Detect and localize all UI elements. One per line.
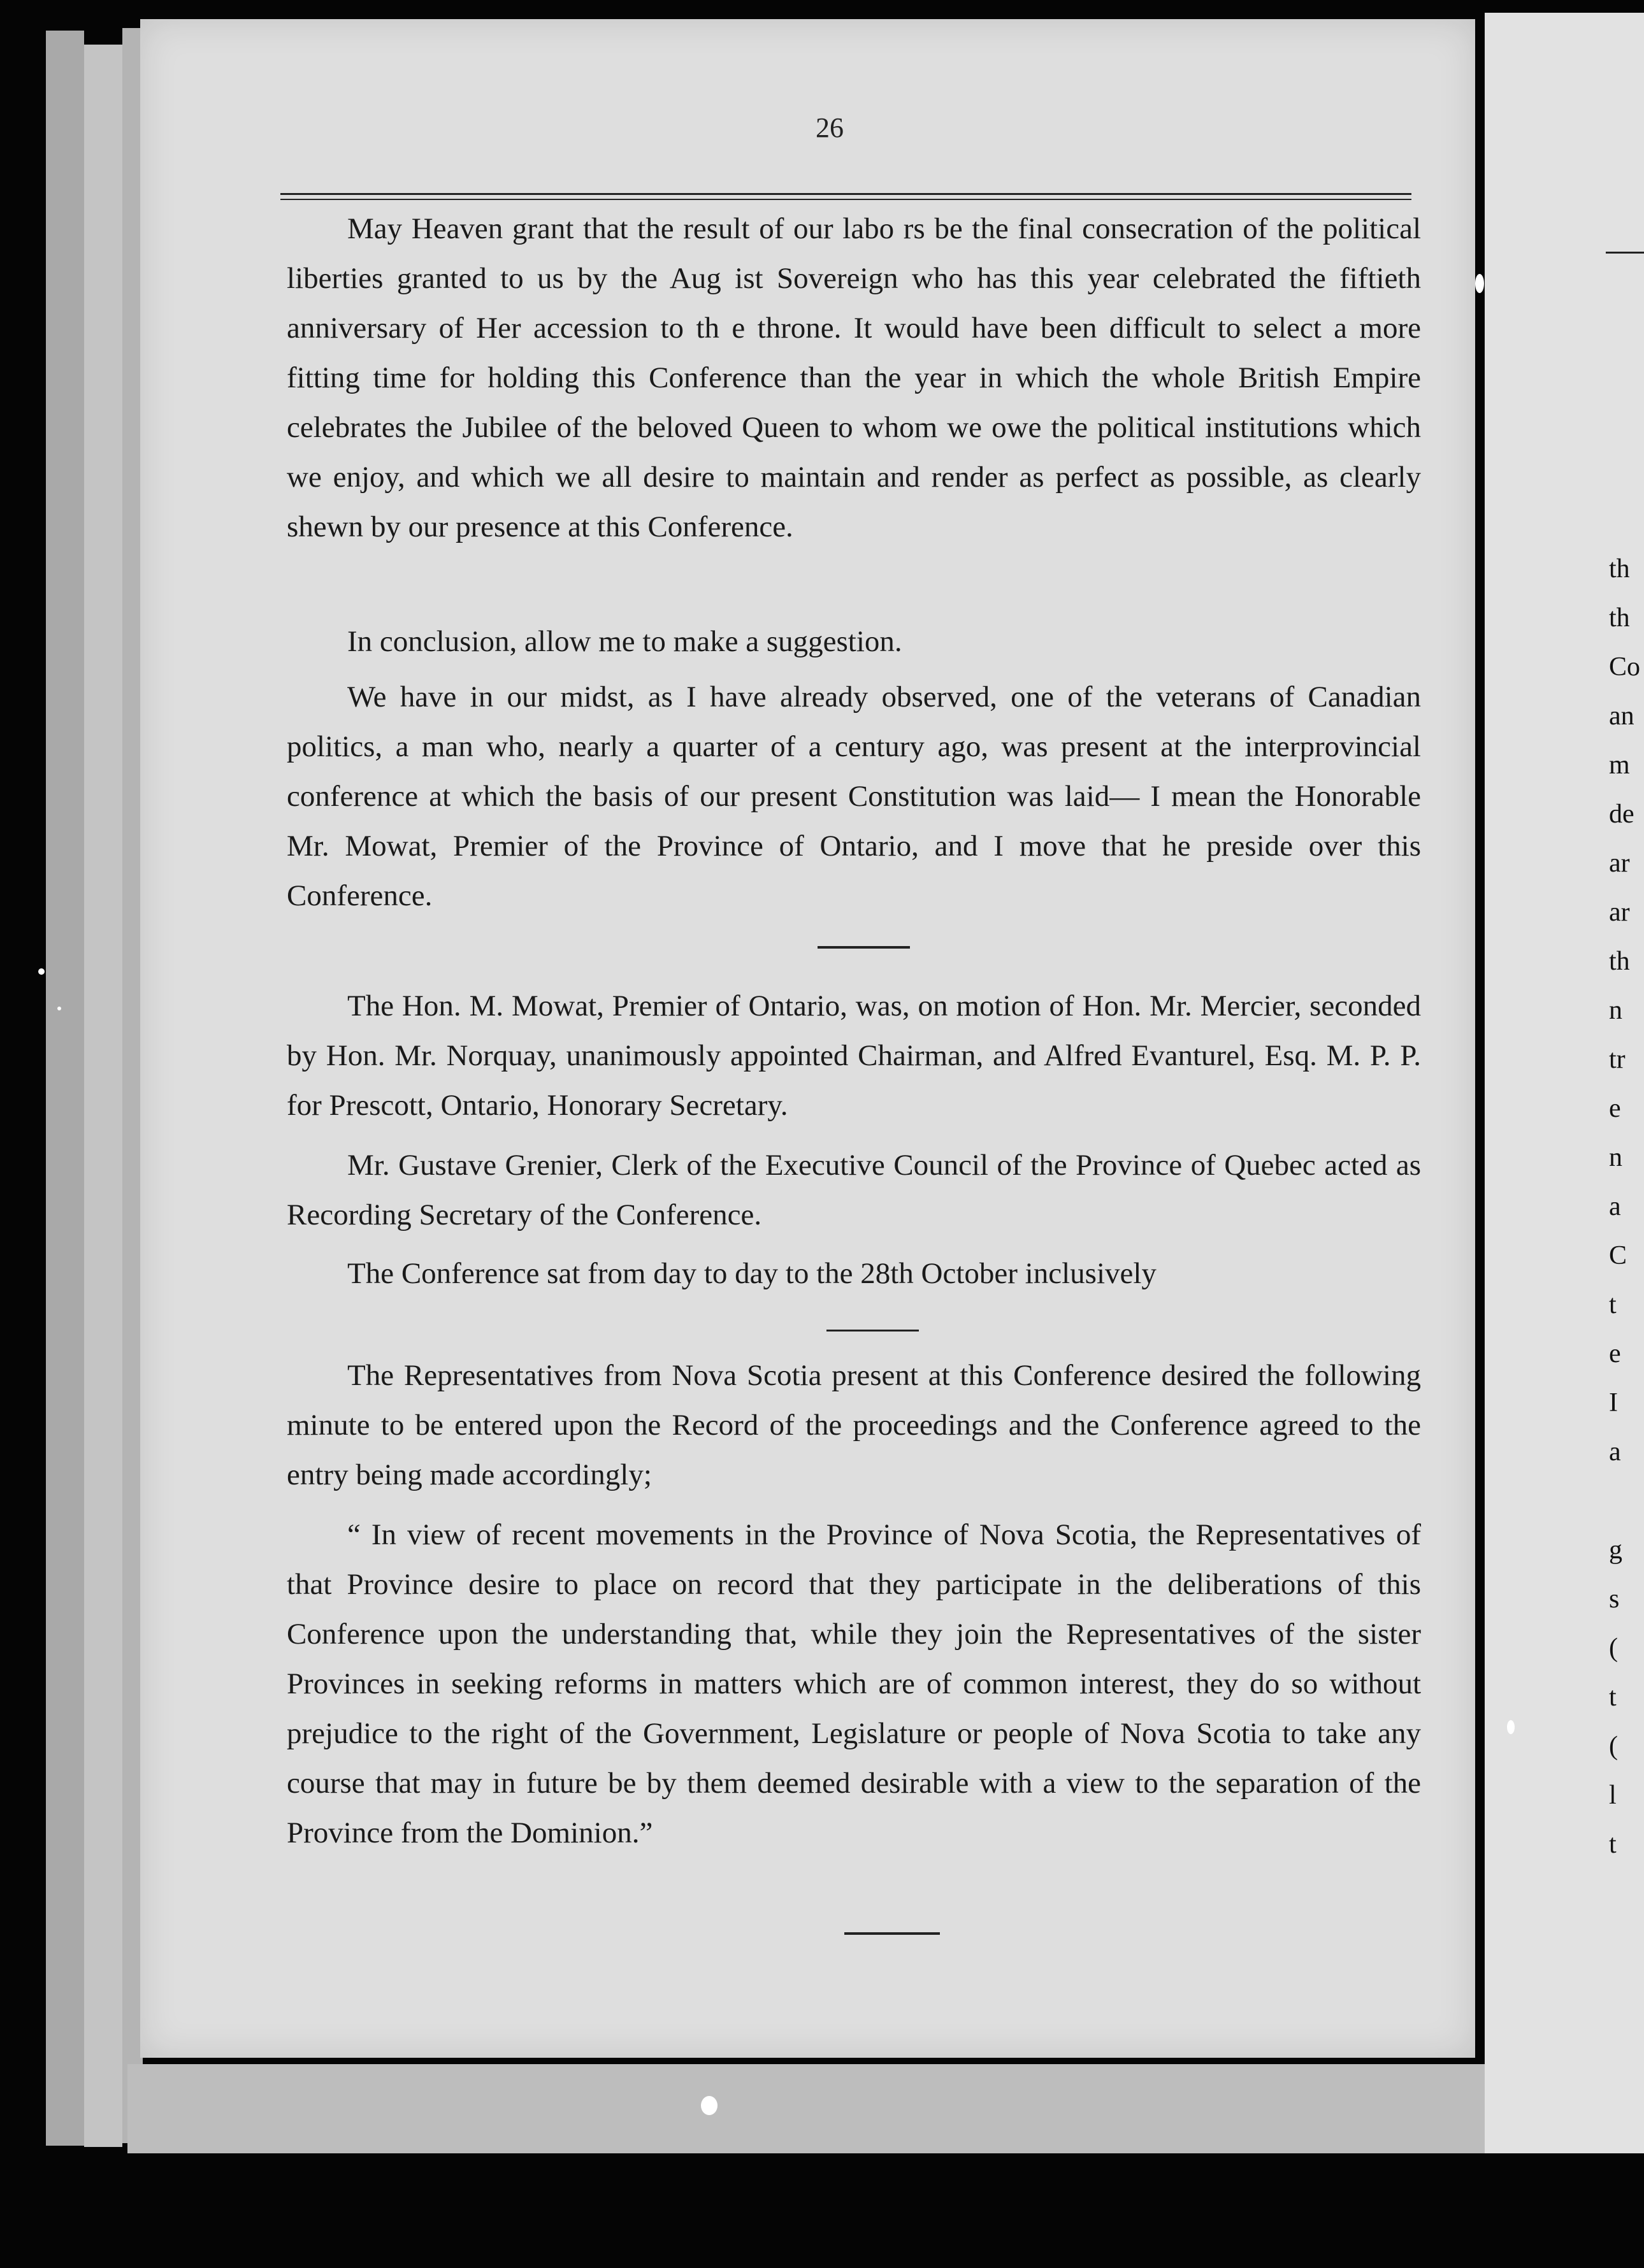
- facing-page-fragment: t: [1609, 1290, 1617, 1319]
- facing-page-fragment: e: [1609, 1339, 1621, 1368]
- paragraph-jubilee: [287, 204, 1421, 552]
- facing-page-fragment: de: [1609, 800, 1634, 829]
- page-number: 26: [816, 112, 844, 143]
- scan-speck: [701, 2096, 717, 2115]
- facing-page-fragment: g: [1609, 1535, 1622, 1565]
- facing-page-fragment: [1609, 1477, 1644, 1526]
- section-divider: [818, 946, 910, 949]
- paragraph-chairman: [287, 981, 1421, 1130]
- facing-page-fragment: (: [1609, 1633, 1618, 1663]
- binding-edge: [46, 31, 84, 2146]
- facing-page-fragment: (: [1609, 1732, 1618, 1761]
- page-stack-bottom: [127, 2064, 1497, 2153]
- facing-page-fragment: t: [1609, 1683, 1617, 1712]
- paragraph-sitting: [287, 1249, 1421, 1298]
- paragraph-text: Mr. Gustave Grenier, Clerk of the Executive Council of the Province of Quebec acted as Recording Secretary of the Conference.: [287, 1149, 1421, 1231]
- facing-page-fragment: Co: [1609, 652, 1641, 682]
- facing-page-rule: [1606, 252, 1644, 254]
- paragraph-nova-scotia: [287, 1351, 1421, 1500]
- paragraph-text: In conclusion, allow me to make a suggestion.: [347, 625, 902, 658]
- scan-speck: [57, 1007, 61, 1010]
- binding-edge: [84, 45, 122, 2147]
- scan-speck: [1507, 1720, 1515, 1734]
- facing-page-fragment: a: [1609, 1192, 1621, 1221]
- header-rule: [280, 199, 1411, 200]
- scan-speck: [38, 968, 45, 975]
- paragraph-text: The Hon. M. Mowat, Premier of Ontario, was, on motion of Hon. Mr. Mercier, seconded by Hon. Mr. Norquay, unanimously appointed Chairman, and Alfred Evanturel, Esq. M. P. P. for Prescott, Ontario, Honorary Secretary.: [287, 989, 1421, 1122]
- facing-page-fragment: l: [1609, 1781, 1617, 1810]
- facing-page-fragment: an: [1609, 701, 1634, 731]
- paragraph-text: The Representatives from Nova Scotia present at this Conference desired the following minute to be entered upon the Record of the proceedings and the Conference agreed to the entry being made accordingly;: [287, 1359, 1421, 1491]
- scan-speck: [1475, 274, 1484, 293]
- section-divider: [844, 1932, 940, 1935]
- facing-page-fragment: n: [1609, 1143, 1622, 1172]
- paragraph-suggestion: [287, 617, 1421, 666]
- facing-page-fragment: C: [1609, 1241, 1627, 1270]
- facing-page-fragment: t: [1609, 1830, 1617, 1859]
- paragraph-text: “ In view of recent movements in the Province of Nova Scotia, the Representatives of that Province desire to place on record that they participate in the deliberations of this Conference upon the understanding that, while they join the Representatives of the sister Provinces in seeking reforms in matters which are of common interest, they do so without prejudice to the right of the Government, Legislature or people of Nova Scotia to take any course that may in future be by them deemed desirable with a view to the separation of the Province from the Dominion.”: [287, 1518, 1421, 1849]
- facing-page-fragment: th: [1609, 947, 1630, 976]
- paragraph-mowat-motion: [287, 672, 1421, 921]
- facing-page-fragment: tr: [1609, 1045, 1626, 1074]
- facing-page-fragment: th: [1609, 603, 1630, 633]
- facing-page-fragment: a: [1609, 1437, 1621, 1467]
- facing-page-fragment: ar: [1609, 898, 1630, 927]
- facing-page-fragment: th: [1609, 554, 1630, 584]
- header-rule: [280, 193, 1411, 195]
- paragraph-text: We have in our midst, as I have already observed, one of the veterans of Canadian politics, a man who, nearly a quarter of a century ago, was present at the interprovincial conference at which the basis of our present Constitution was laid— I mean the Honorable Mr. Mowat, Premier of the Province of Ontario, and I move that he preside over this Conference.: [287, 680, 1421, 912]
- facing-page-fragment: n: [1609, 996, 1622, 1025]
- paragraph-minute-quote: [287, 1510, 1421, 1858]
- facing-page-text: [1609, 545, 1644, 1869]
- facing-page-fragment: m: [1609, 750, 1630, 780]
- facing-page-fragment: e: [1609, 1094, 1621, 1123]
- paragraph-text: May Heaven grant that the result of our labo rs be the final consecration of the political liberties granted to us by the Aug ist Sovereign who has this year celebrated the fiftieth anniversary of Her accession to th e throne. It would have been difficult to select a more fitting time for holding this Conference than the year in which the whole British Empire celebrates the Jubilee of the beloved Queen to whom we owe the political institutions which we enjoy, and which we all desire to maintain and render as perfect as possible, as clearly shewn by our presence at this Conference.: [287, 212, 1421, 543]
- paragraph-secretary: [287, 1140, 1421, 1240]
- facing-page-fragment: s: [1609, 1584, 1620, 1614]
- paragraph-text: The Conference sat from day to day to the 28th October inclusively: [347, 1257, 1157, 1290]
- facing-page-fragment: ar: [1609, 849, 1630, 878]
- facing-page-fragment: I: [1609, 1388, 1618, 1418]
- section-divider: [826, 1330, 919, 1331]
